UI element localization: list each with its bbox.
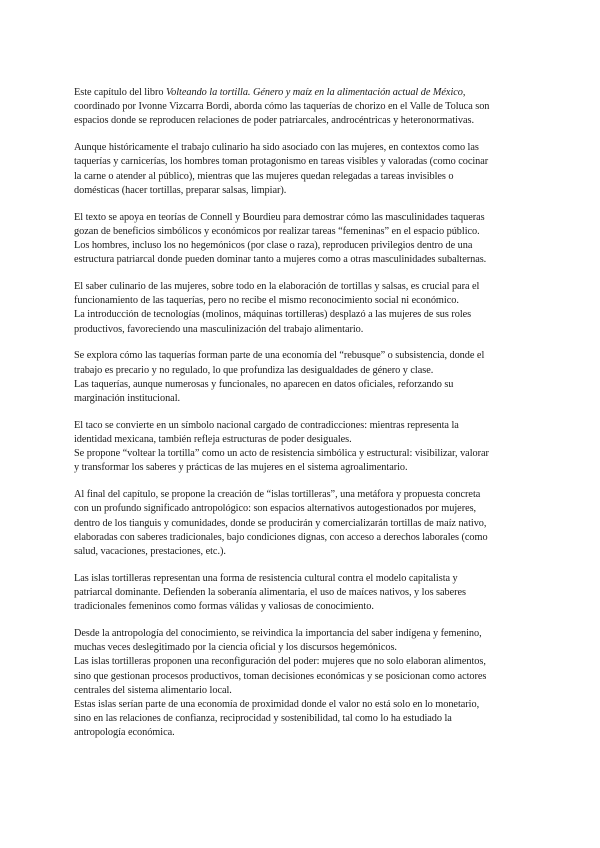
- text-line: identidad mexicana, también refleja estructuras de poder desiguales.: [74, 434, 352, 446]
- text-line: elaboradas con saberes tradicionales, bajo condiciones dignas, con acceso a derechos laborales (como: [74, 531, 488, 543]
- text-line: muchas veces deslegitimado por la ciencia oficial y los discursos hegemónicos.: [74, 642, 397, 654]
- text-line: marginación institucional.: [74, 393, 181, 405]
- text-line: trabajo es precario y no regulado, lo que profundiza las desigualdades de género y clase.: [74, 364, 434, 376]
- paragraph-culinary-work: [74, 141, 526, 198]
- text-line: coordinado por Ivonne Vizcarra Bordi, aborda cómo las taquerías de chorizo en el Valle de Toluca son: [74, 101, 490, 113]
- text-line: productivos, favoreciendo una masculinización del trabajo alimentario.: [74, 323, 364, 335]
- text-line: centrales del sistema alimentario local.: [74, 684, 232, 696]
- text-line: domésticas (hacer tortillas, preparar salsas, limpiar).: [74, 184, 287, 196]
- paragraph-culinary-knowledge: [74, 280, 526, 337]
- paragraph-anthropology: [74, 627, 526, 741]
- text-line: Los hombres, incluso los no hegemónicos (por clase o raza), reproducen privilegios dentro de una: [74, 240, 473, 252]
- paragraph-intro: [74, 86, 526, 129]
- text-line: Aunque históricamente el trabajo culinario ha sido asociado con las mujeres, en contextos como las: [74, 142, 479, 154]
- paragraph-informal-economy: [74, 349, 526, 406]
- text-line: El taco se convierte en un símbolo nacional cargado de contradicciones: mientras representa la: [74, 419, 459, 431]
- text-line: sino en las relaciones de confianza, reciprocidad y sostenibilidad, tal como lo ha estudiado la: [74, 713, 452, 725]
- text-segment: ,: [462, 87, 466, 98]
- text-line: La introducción de tecnologías (molinos, máquinas tortilleras) desplazó a las mujeres de sus roles: [74, 309, 472, 321]
- text-line: Se propone “voltear la tortilla” como un acto de resistencia simbólica y estructural: visibilizar, valorar: [74, 448, 489, 460]
- text-line: espacios donde se reproducen relaciones de poder patriarcales, androcéntricas y heteronormativas.: [74, 115, 474, 127]
- text-line: Desde la antropología del conocimiento, se reivindica la importancia del saber indígena y femenino,: [74, 628, 482, 640]
- text-line: Se explora cómo las taquerías forman parte de una economía del “rebusque” o subsistencia, donde el: [74, 350, 485, 362]
- text-line: Las taquerías, aunque numerosas y funcionales, no aparecen en datos oficiales, reforzando su: [74, 378, 454, 390]
- text-line: y transformar los saberes y prácticas de las mujeres en el sistema agroalimentario.: [74, 462, 408, 474]
- text-line: Las islas tortilleras proponen una reconfiguración del poder: mujeres que no solo elaboran alimentos,: [74, 656, 486, 668]
- text-line: sino que gestionan procesos productivos, toman decisiones económicas y se posicionan como actores: [74, 670, 487, 682]
- text-line: patriarcal dominante. Defienden la soberanía alimentaria, el uso de maíces nativos, y los saberes: [74, 587, 467, 599]
- paragraph-resistance: [74, 572, 526, 615]
- text-line: El texto se apoya en teorías de Connell y Bourdieu para demostrar cómo las masculinidades taqueras: [74, 211, 485, 223]
- text-line: con un profundo significado antropológico: son espacios alternativos autogestionados por mujeres,: [74, 503, 477, 515]
- text-line: estructura patriarcal donde pueden dominar tanto a mujeres como a otras masculinidades subalternas.: [74, 254, 487, 266]
- text-line: antropología económica.: [74, 727, 175, 739]
- text-line: tradicionales femeninos como formas válidas y valiosas de conocimiento.: [74, 601, 374, 613]
- text-line: taquerías y carnicerías, los hombres toman protagonismo en tareas visibles y valoradas (como cocinar: [74, 156, 489, 168]
- text-line: gozan de beneficios simbólicos y económicos por realizar tareas “femeninas” en el espacio público.: [74, 225, 480, 237]
- text-line: Estas islas serían parte de una economía de proximidad donde el valor no está solo en lo monetario,: [74, 699, 480, 711]
- text-line: Al final del capítulo, se propone la creación de “islas tortilleras”, una metáfora y propuesta concreta: [74, 489, 481, 501]
- text-line: salud, vacaciones, prestaciones, etc.).: [74, 546, 226, 558]
- document-page: [74, 86, 526, 753]
- text-line: Las islas tortilleras representan una forma de resistencia cultural contra el modelo capitalista y: [74, 572, 458, 584]
- text-line: funcionamiento de las taquerías, pero no recibe el mismo reconocimiento social ni económico.: [74, 295, 459, 307]
- text-line: dentro de los tianguis y comunidades, donde se producirán y comercializarán tortillas de maíz nativo,: [74, 517, 487, 529]
- text-line: El saber culinario de las mujeres, sobre todo en la elaboración de tortillas y salsas, es crucial para el: [74, 281, 480, 293]
- text-line: la carne o atender al público), mientras que las mujeres quedan relegadas a tareas invisibles o: [74, 170, 454, 182]
- text-line: [74, 86, 526, 100]
- text-segment: Este capítulo del libro: [74, 87, 167, 98]
- book-title: Volteando la tortilla. Género y maíz en la alimentación actual de México: [166, 87, 463, 98]
- paragraph-islas-tortilleras: [74, 488, 526, 559]
- paragraph-taco-symbol: [74, 419, 526, 476]
- paragraph-theory: [74, 211, 526, 268]
